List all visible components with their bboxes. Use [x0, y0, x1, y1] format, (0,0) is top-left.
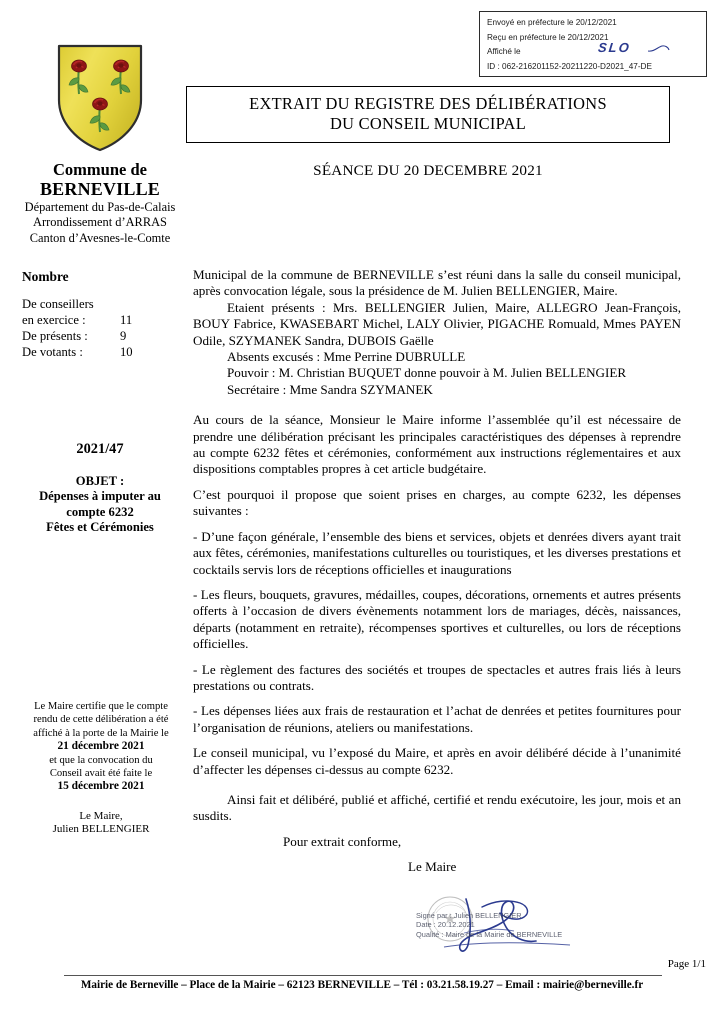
footer-address: Mairie de Berneville – Place de la Mairie – 62123 BERNEVILLE – Tél : 03.21.58.19.27 – Email : mairie@berneville.fr: [80, 979, 644, 991]
objet-line2: compte 6232: [66, 504, 134, 519]
slo-signature-mark: SLO: [597, 40, 632, 55]
prefecture-posted-line: Affiché le: [487, 47, 521, 57]
objet-line3: Fêtes et Cérémonies: [46, 520, 154, 535]
attendance-section: [193, 267, 681, 398]
prefecture-id-line: ID : 062-216201152-20211220-D2021_47-DE: [487, 61, 652, 71]
deliberation-number: 2021/47: [76, 441, 124, 457]
nombre-value-exercice: 11: [120, 313, 133, 327]
document-title-line1: EXTRAIT DU REGISTRE DES DÉLIBÉRATIONS: [249, 94, 607, 113]
objet-label: OBJET :: [75, 474, 125, 488]
nombre-title: Nombre: [22, 269, 69, 284]
commune-departement: Département du Pas-de-Calais: [24, 200, 176, 214]
certification-line2: rendu de cette délibération a été: [33, 714, 169, 726]
list-item: - D’une façon générale, l’ensemble des biens et services, objets et denrées divers ayant trait aux fêtes, cérémonies, manifestations culturelles ou touristiques, et les diverses prestations et cocktails servis lors de réceptions officielles et inaugurations: [193, 528, 681, 577]
nombre-label-votants: De votants :: [22, 345, 83, 360]
digital-signature-stamp: [408, 893, 598, 955]
body-closing-paragraph: Ainsi fait et délibéré, publié et affiché, certifié et rendu exécutoire, les jour, mois et an susdits.: [193, 791, 681, 824]
page-number: Page 1/1: [667, 958, 706, 970]
certification-posting-date: 21 décembre 2021: [57, 740, 145, 753]
attendance-counts-block: [22, 269, 187, 361]
signature-signer: Signé par : Julien BELLENGIER: [416, 911, 522, 920]
footer-divider: [64, 975, 662, 976]
certification-line3: affiché à la porte de la Mairie le: [33, 727, 169, 739]
body-opening-paragraph: Municipal de la commune de BERNEVILLE s’est réuni dans la salle du conseil municipal, après convocation légale, sous la présidence de M. Julien BELLENGIER, Maire.: [193, 267, 681, 299]
certification-line5: Conseil avait été faite le: [49, 768, 153, 780]
prefecture-received-line: Reçu en préfecture le 20/12/2021: [487, 32, 609, 42]
document-title-box: [186, 86, 670, 143]
commune-label: Commune de: [53, 160, 147, 179]
prefecture-sent-line: Envoyé en préfecture le 20/12/2021: [487, 18, 617, 27]
certification-line1: Le Maire certifie que le compte: [34, 701, 168, 712]
le-maire-signature-label: Le Maire: [408, 859, 457, 875]
certification-block: [14, 700, 188, 837]
body-present-members: Etaient présents : Mrs. BELLENGIER Julien, Maire, ALLEGRO Jean-François, BOUY Fabrice, KWASEBART Michel, LALY Olivier, PIGACHE Romuald, Mmes PAYEN Odile, SZYMANEK Sandra, DUBOIS Gaëlle: [193, 299, 681, 348]
document-title-line2: DU CONSEIL MUNICIPAL: [329, 114, 527, 133]
nombre-label-presents: De présents :: [22, 329, 88, 344]
signature-quality: Qualité : Maire de la Mairie de BERNEVILLE: [416, 929, 563, 939]
nombre-value-presents: 9: [120, 329, 127, 344]
objet-line1: Dépenses à imputer au: [39, 489, 161, 504]
deliberation-body: [193, 267, 681, 885]
nombre-label-exercice: en exercice :: [22, 313, 86, 327]
table-row: [22, 312, 187, 328]
nombre-row-conseillers-label: De conseillers: [22, 297, 94, 311]
prefecture-stamp-box: [479, 11, 707, 77]
commune-arrondissement: Arrondissement d’ARRAS: [33, 215, 167, 230]
certification-signer-name: Julien BELLENGIER: [52, 823, 150, 836]
signature-date: Date : 20.12.2021: [416, 920, 475, 930]
slo-swash-icon: [648, 45, 670, 54]
table-row: [22, 328, 187, 344]
coat-of-arms-shield-icon: [47, 42, 153, 154]
session-heading: SÉANCE DU 20 DECEMBRE 2021: [313, 162, 543, 179]
nombre-value-votants: 10: [120, 345, 133, 360]
closing-section: [193, 792, 681, 876]
body-proposal-paragraph: C’est pourquoi il propose que soient prises en charges, au compte 6232, les dépenses suivantes :: [193, 486, 681, 519]
certification-line4: et que la convocation du: [49, 754, 153, 766]
pour-extrait-conforme: Pour extrait conforme,: [283, 833, 402, 849]
body-proxy: Pouvoir : M. Christian BUQUET donne pouvoir à M. Julien BELLENGIER: [227, 365, 627, 381]
certification-convocation-date: 15 décembre 2021: [57, 780, 145, 793]
list-item: - Le règlement des factures des sociétés et troupes de spectacles et autres frais liés à leurs prestations ou contrats.: [193, 661, 681, 693]
commune-identity-block: [16, 42, 184, 246]
body-secretary: Secrétaire : Mme Sandra SZYMANEK: [227, 381, 433, 397]
body-absent-members: Absents excusés : Mme Perrine DUBRULLE: [227, 349, 466, 365]
signature-details: [416, 911, 562, 939]
list-item: - Les dépenses liées aux frais de restauration et l’achat de denrées et petites fournitures pour l’organisation de réunions, ateliers ou manifestations.: [193, 703, 681, 735]
certification-signer-role: Le Maire,: [79, 809, 123, 822]
body-intro-paragraph: Au cours de la séance, Monsieur le Maire informe l’assemblée qu’il est nécessaire de prendre une délibération précisant les principales caractéristiques des dépenses à reprendre au compte 6232 fêtes et cérémonies, conformément aux instructions réglementaires et aux dispositions comptables propres à cet article budgétaire.: [193, 412, 681, 477]
table-row: [22, 344, 187, 360]
objet-block: [12, 441, 188, 536]
commune-name: BERNEVILLE: [39, 179, 161, 199]
list-item: - Les fleurs, bouquets, gravures, médailles, coupes, décorations, ornements et autres présents offerts à l’occasion de divers évènements notamment lors de mariages, décès, naissances, départs (notamment en retraite), récompenses sportives et culturelles, ou lors de réceptions officielles.: [193, 586, 681, 652]
commune-canton: Canton d’Avesnes-le-Comte: [29, 230, 171, 245]
body-decision-paragraph: Le conseil municipal, vu l’exposé du Maire, et après en avoir délibéré décide à l’unanimité d’affecter les dépenses ci-dessus au compte 6232.: [193, 745, 681, 777]
